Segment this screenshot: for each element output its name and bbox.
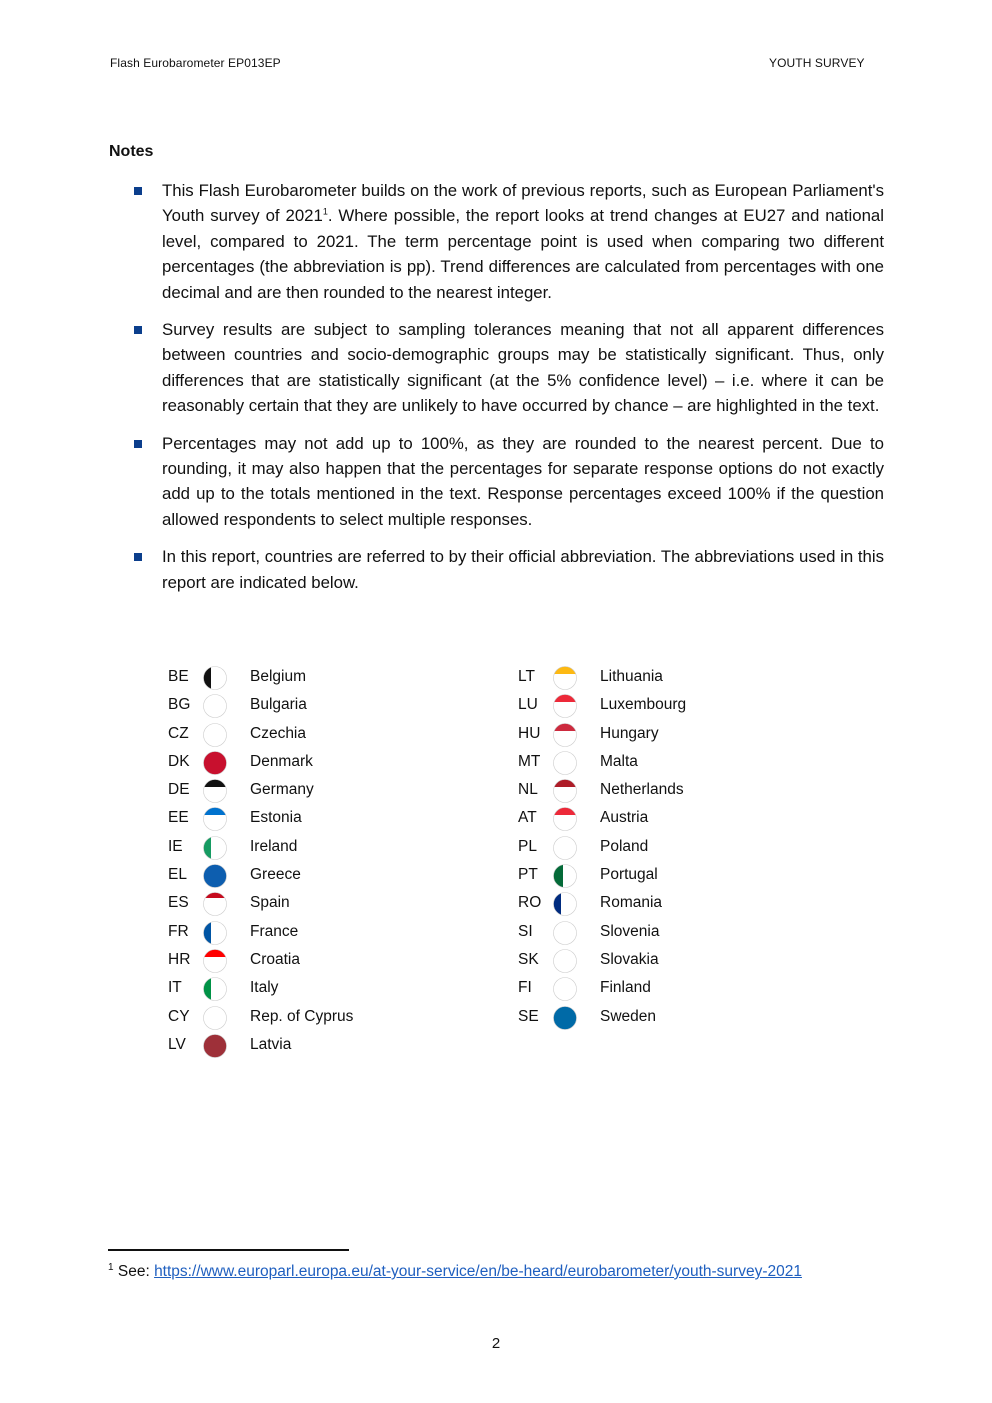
country-name: Lithuania (600, 668, 663, 685)
malta-flag-icon (553, 751, 577, 775)
sweden-flag-icon (553, 1006, 577, 1030)
footnote-reference[interactable]: 1 (322, 206, 328, 217)
country-code: LV (168, 1035, 186, 1053)
country-code: RO (518, 894, 542, 912)
country-code: EE (168, 809, 189, 827)
bullet-text: Survey results are subject to sampling tolerances meaning that not all apparent differences between countries and socio-demographic groups may be statistically significant. Thus, only differences that are statistically significant (at the 5% confidence level) – i.e. where it can be reasonably certain that they are unlikely to have occurred by chance – are highlighted in the text. (162, 320, 884, 416)
bulgaria-flag-icon (203, 694, 227, 718)
country-name: Rep. of Cyprus (250, 1007, 354, 1025)
country-code: FI (518, 979, 532, 997)
footnote-divider (108, 1249, 349, 1251)
square-bullet-icon (134, 553, 142, 561)
country-name: Denmark (250, 752, 313, 770)
belgium-flag-icon (203, 666, 227, 690)
ireland-flag-icon (203, 836, 227, 860)
country-code: FR (168, 922, 189, 940)
country-name: Spain (250, 894, 290, 912)
country-name: Bulgaria (250, 696, 307, 714)
country-code: PL (518, 837, 537, 855)
poland-flag-icon (553, 836, 577, 860)
country-code: PT (518, 866, 538, 884)
romania-flag-icon (553, 892, 577, 916)
finland-flag-icon (553, 977, 577, 1001)
country-name: Sweden (600, 1007, 657, 1025)
country-code: CY (168, 1007, 190, 1025)
denmark-flag-icon (203, 751, 227, 775)
country-name: Italy (250, 979, 279, 997)
bullet-text: This Flash Eurobarometer builds on the work of previous reports, such as European Parliament's Youth survey of 2021 (162, 181, 884, 226)
country-code: LU (518, 696, 538, 714)
footnote-link[interactable]: https://www.europarl.europa.eu/at-your-service/en/be-heard/eurobarometer/youth-survey-2021 (154, 1263, 802, 1280)
bullet-item (133, 317, 884, 419)
hungary-flag-icon (553, 723, 577, 747)
spain-flag-icon (203, 892, 227, 916)
country-code: NL (518, 781, 538, 799)
country-name: Hungary (600, 724, 659, 742)
country-code: BE (168, 668, 189, 685)
country-code: SI (518, 922, 533, 940)
bullet-item (133, 544, 884, 595)
country-code: LT (518, 668, 535, 685)
running-header-title: Flash Eurobarometer EP013EP (110, 56, 281, 70)
footnote-label: See: (113, 1263, 155, 1280)
luxembourg-flag-icon (553, 694, 577, 718)
croatia-flag-icon (203, 949, 227, 973)
germany-flag-icon (203, 779, 227, 803)
country-code: SK (518, 950, 539, 968)
austria-flag-icon (553, 807, 577, 831)
running-header-section: YOUTH SURVEY (769, 56, 865, 70)
country-name: Slovenia (600, 922, 660, 940)
country-code: ES (168, 894, 189, 912)
country-name: Ireland (250, 837, 298, 855)
country-name: Romania (600, 894, 663, 912)
country-code: HR (168, 950, 191, 968)
bullet-text: Percentages may not add up to 100%, as they are rounded to the nearest percent. Due to rounding, it may also happen that the percentages for separate response options do not exactly add up to the totals mentioned in the text. Response percentages exceed 100% if the question allowed respondents to select multiple responses. (162, 433, 884, 529)
country-name: Malta (600, 752, 638, 770)
country-name: Estonia (250, 809, 302, 827)
notes-bullet-list (133, 178, 884, 607)
estonia-flag-icon (203, 807, 227, 831)
country-name: Czechia (250, 724, 306, 742)
country-name: Belgium (250, 668, 306, 685)
country-name: Luxembourg (600, 696, 687, 714)
footnote (108, 1263, 802, 1281)
square-bullet-icon (134, 187, 142, 195)
footnote-number: 1 (108, 1261, 114, 1273)
country-code: SE (518, 1007, 539, 1025)
page-number: 2 (491, 1335, 501, 1352)
bullet-text: In this report, countries are referred to by their official abbreviation. The abbreviations used in this report are indicated below. (162, 547, 884, 592)
bullet-item (133, 178, 884, 305)
slovenia-flag-icon (553, 921, 577, 945)
square-bullet-icon (134, 440, 142, 448)
square-bullet-icon (134, 326, 142, 334)
country-name: Germany (250, 781, 314, 799)
slovakia-flag-icon (553, 949, 577, 973)
country-code: DE (168, 781, 190, 799)
country-name: Netherlands (600, 781, 684, 799)
country-code: BG (168, 696, 191, 714)
bullet-text: . Where possible, the report looks at trend changes at EU27 and national level, compared to 2021. The term percentage point is used when comparing two different percentages (the abbreviation is pp). Trend differences are calculated from percentages with one decimal and are then rounded to the nearest integer. (162, 206, 884, 302)
country-code: EL (168, 866, 187, 884)
france-flag-icon (203, 921, 227, 945)
lithuania-flag-icon (553, 666, 577, 690)
country-name: Poland (600, 837, 649, 855)
netherlands-flag-icon (553, 779, 577, 803)
country-code: CZ (168, 724, 189, 742)
country-code: AT (518, 809, 537, 827)
country-code: MT (518, 752, 541, 770)
country-name: Slovakia (600, 950, 659, 968)
czechia-flag-icon (203, 723, 227, 747)
country-name: Finland (600, 979, 651, 997)
country-code: HU (518, 724, 541, 742)
country-name: Portugal (600, 866, 658, 884)
bullet-item (133, 431, 884, 533)
greece-flag-icon (203, 864, 227, 888)
latvia-flag-icon (203, 1034, 227, 1058)
country-name: Austria (600, 809, 649, 827)
country-code: IE (168, 837, 183, 855)
country-name: France (250, 922, 299, 940)
notes-heading: Notes (109, 143, 154, 160)
country-name: Latvia (250, 1035, 292, 1053)
country-name: Greece (250, 866, 301, 884)
italy-flag-icon (203, 977, 227, 1001)
cyprus-flag-icon (203, 1006, 227, 1030)
country-code: IT (168, 979, 182, 997)
portugal-flag-icon (553, 864, 577, 888)
country-code: DK (168, 752, 190, 770)
country-name: Croatia (250, 950, 300, 968)
